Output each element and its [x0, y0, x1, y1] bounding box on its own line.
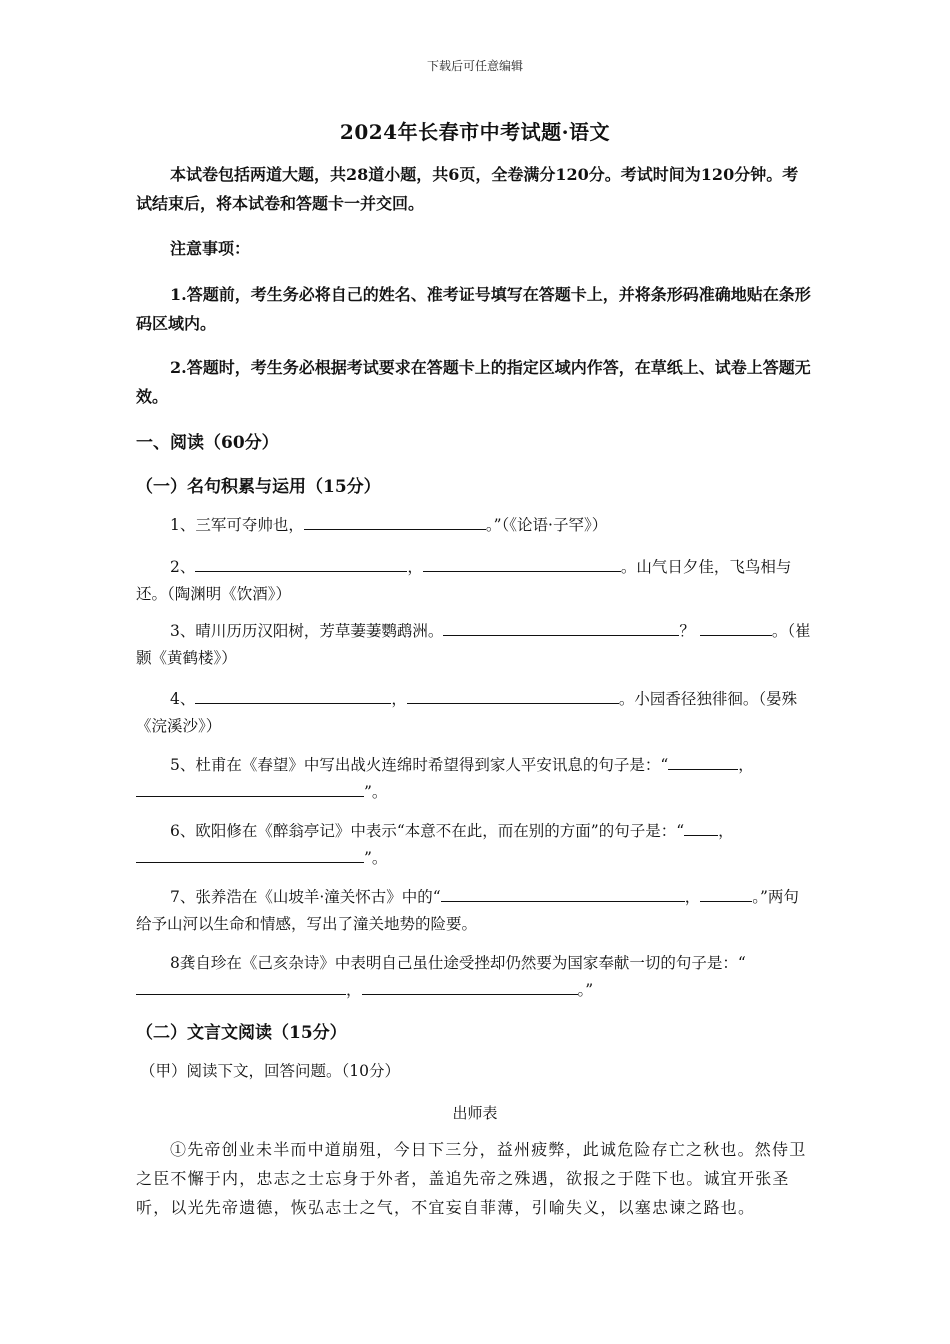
passage-title: 出师表 — [452, 1104, 498, 1122]
question-5 — [136, 752, 812, 806]
question-6 — [136, 818, 812, 872]
notice-item-2: 2.答题时，考生务必根据考试要求在答题卡上的指定区域内作答，在草纸上、试卷上答题无效。 — [136, 358, 811, 406]
answer-blank — [407, 687, 619, 704]
answer-blank — [441, 885, 685, 902]
exam-title: 2024年长春市中考试题·语文 — [339, 120, 611, 144]
question-text: 。”（《论语·子罕》） — [485, 516, 608, 534]
answer-blank — [136, 978, 346, 995]
question-text: 。” — [577, 981, 594, 999]
answer-blank — [700, 619, 772, 636]
question-text: 。小园香径独徘徊。（晏殊《浣溪沙》） — [136, 690, 798, 735]
question-text: 7、张养浩在《山坡羊·潼关怀古》中的“ — [170, 888, 441, 906]
question-4 — [136, 686, 812, 740]
question-text: ， — [391, 690, 407, 708]
question-text: 8龚自珍在《己亥杂诗》中表明自己虽仕途受挫却仍然要为国家奉献一切的句子是：“ — [170, 954, 746, 972]
question-text: ？ — [679, 622, 695, 640]
answer-blank — [136, 780, 364, 797]
question-text: ”。 — [364, 849, 388, 867]
question-2 — [136, 554, 812, 608]
question-text: ， — [407, 558, 423, 576]
answer-blank — [304, 513, 486, 530]
question-text: 。”两句给予山河以生命和情感，写出了潼关地势的险要。 — [136, 888, 799, 933]
answer-blank — [684, 819, 718, 836]
question-3 — [136, 618, 812, 672]
passage-paragraph: ①先帝创业未半而中道崩殂，今日下三分，益州疲弊，此诚危险存亡之秋也。然侍卫之臣不懈于内，忠志之士忘身于外者，盖追先帝之殊遇，欲报之于陛下也。诚宜开张圣听，以光先帝遗德，恢弘志士之气，不宜妄自菲薄，引喻失义，以塞忠谏之路也。 — [136, 1140, 807, 1217]
question-8 — [136, 950, 812, 1004]
question-1 — [136, 512, 812, 539]
question-text: 5、杜甫在《春望》中写出战火连绵时希望得到家人平安讯息的句子是：“ — [170, 756, 669, 774]
question-text: ， — [738, 756, 754, 774]
question-text: ”。 — [364, 783, 388, 801]
answer-blank — [195, 555, 407, 572]
question-text: 。山气日夕佳，飞鸟相与还。（陶渊明《饮酒》） — [136, 558, 792, 603]
answer-blank — [443, 619, 679, 636]
question-text: 4、 — [170, 690, 196, 708]
question-text: 。（崔颢《黄鹤楼》） — [136, 622, 811, 667]
section-heading-reading: 一、阅读（60分） — [136, 433, 279, 453]
part-heading-classical-reading: （二）文言文阅读（15分） — [136, 1023, 347, 1043]
page-header: 下载后可任意编辑 — [426, 59, 523, 73]
answer-blank — [195, 687, 391, 704]
exam-intro: 本试卷包括两道大题，共28道小题，共6页，全卷满分120分。考试时间为120分钟。考试结束后，将本试卷和答题卡一并交回。 — [136, 165, 799, 213]
question-text: 6、欧阳修在《醉翁亭记》中表示“本意不在此，而在别的方面”的句子是：“ — [170, 822, 685, 840]
answer-blank — [136, 846, 364, 863]
answer-blank — [423, 555, 621, 572]
question-text: 2、 — [170, 558, 196, 576]
question-text: 3、晴川历历汉阳树，芳草萋萋鹦鹉洲。 — [170, 622, 444, 640]
question-text: ， — [718, 822, 734, 840]
notice-item-1: 1.答题前，考生务必将自己的姓名、准考证号填写在答题卡上，并将条形码准确地贴在条形码区域内。 — [136, 285, 811, 333]
question-7 — [136, 884, 812, 938]
notice-heading: 注意事项： — [170, 239, 251, 258]
part-subheading: （甲）阅读下文，回答问题。（10分） — [140, 1062, 400, 1080]
answer-blank — [668, 753, 738, 770]
part-heading-famous-lines: （一）名句积累与运用（15分） — [136, 477, 381, 497]
answer-blank — [700, 885, 752, 902]
question-text: ， — [346, 981, 362, 999]
answer-blank — [362, 978, 578, 995]
question-text: 1、三军可夺帅也， — [170, 516, 304, 534]
question-text: ， — [684, 888, 701, 906]
